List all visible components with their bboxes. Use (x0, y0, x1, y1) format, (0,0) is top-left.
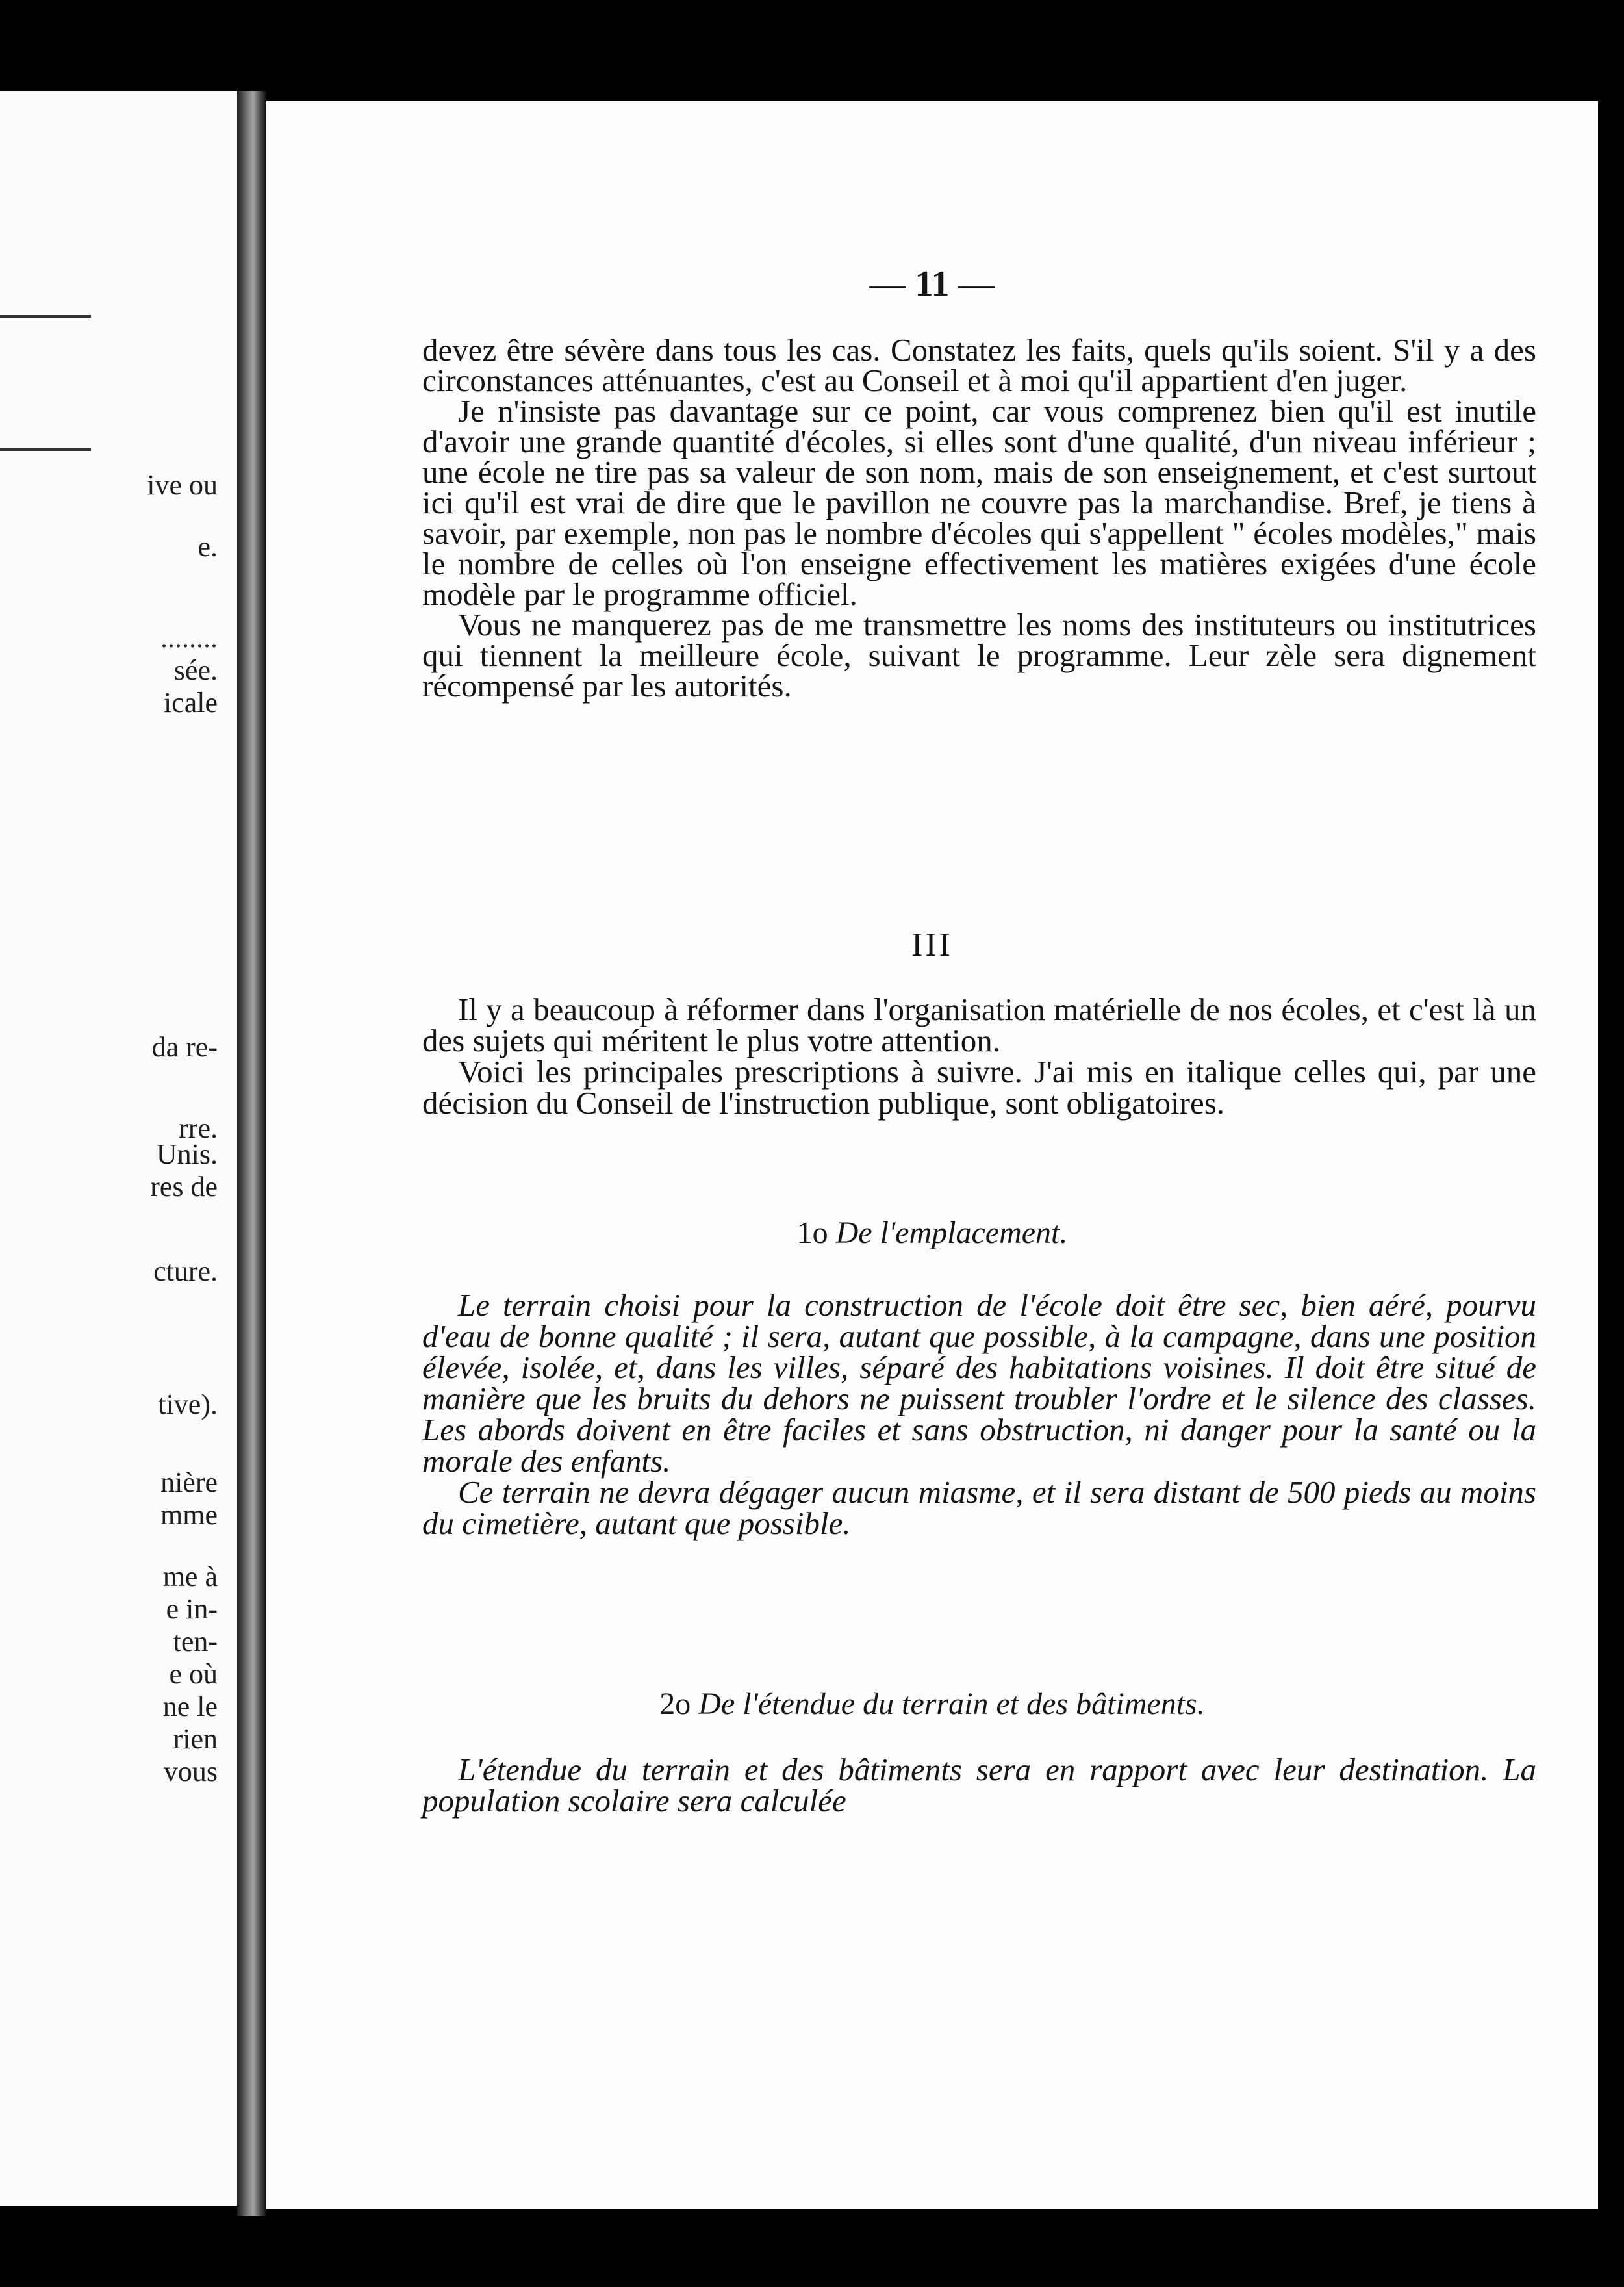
page-number: — 11 — (869, 264, 995, 304)
previous-page-fragment: rien (173, 1723, 218, 1755)
previous-page-fragment: ne le (162, 1691, 218, 1722)
paragraph: Le terrain choisi pour la construction de l'école doit être sec, bien aéré, pourvu d'eau de bonne qualité ; il sera, autant que possible, à la campagne, dans une position élevée, isolée, et, dans les villes, séparé des habitations voisines. Il doit être situé de manière que les bruits du dehors ne puissent troubler l'ordre et le silence des classes. Les abords doivent en être faciles et sans obstruction, ni danger pour la santé ou la morale des enfants. (422, 1287, 1536, 1479)
paragraph: Je n'insiste pas davantage sur ce point, car vous comprenez bien qu'il est inutile d'avoir une grande quantité d'écoles, si elles sont d'une qualité, d'un niveau inférieur ; une école ne tire pas sa valeur de son nom, mais de son enseignement, et c'est surtout ici qu'il est vrai de dire que le pavillon ne couvre pas la marchandise. Bref, je tiens à savoir, par exemple, non pas le nombre d'écoles qui s'appellent " écoles modèles," mais le nombre de celles où l'on enseigne effectivement les matières exigées d'une école modèle par le programme officiel. (422, 393, 1536, 612)
previous-page-fragment: e. (197, 531, 218, 563)
section-heading: III (911, 926, 953, 964)
previous-page-fragment: sée. (173, 654, 218, 686)
previous-page-fragment: da re- (151, 1031, 218, 1063)
subheading-title: De l'étendue du terrain et des bâtiments. (698, 1687, 1205, 1721)
previous-page-fragment: cture. (153, 1255, 218, 1287)
previous-page-fragment: rre. (179, 1112, 218, 1144)
book-spine (237, 91, 266, 2216)
text-block-emplacement (422, 1287, 1536, 1541)
subheading-number: 1o (796, 1216, 828, 1250)
previous-page-fragment: tive). (158, 1388, 218, 1420)
paragraph: Voici les principales prescriptions à suivre. J'ai mis en italique celles qui, par une décision du Conseil de l'instruction publique, sont obligatoires. (422, 1054, 1536, 1121)
subheading-title: De l'emplacement. (835, 1216, 1068, 1250)
text-block-intro (422, 332, 1536, 704)
paragraph: Il y a beaucoup à réformer dans l'organisation matérielle de nos écoles, et c'est là un des sujets qui méritent le plus votre attention. (422, 991, 1536, 1058)
subheading (266, 1215, 1598, 1251)
previous-page-fragment: e in- (166, 1593, 218, 1625)
previous-page-fragment: Unis. (156, 1138, 218, 1170)
previous-page-fragment: mme (160, 1499, 218, 1531)
document-page (266, 101, 1598, 2209)
paragraph: devez être sévère dans tous les cas. Constatez les faits, quels qu'ils soient. S'il y a des circonstances atténuantes, c'est au Conseil et à moi qu'il appartient d'en juger. (422, 332, 1536, 398)
text-block-etendue (422, 1754, 1536, 1817)
previous-page-fragment: icale (163, 687, 218, 719)
previous-page-fragment: ten- (173, 1626, 218, 1657)
previous-page (0, 91, 237, 2206)
previous-page-fragment: me à (162, 1561, 218, 1592)
paragraph: Vous ne manquerez pas de me transmettre les noms des instituteurs ou institutrices qui tiennent la meilleure école, suivant le programme. Leur zèle sera dignement récompensé par les autorités. (422, 607, 1536, 704)
previous-page-fragment: nière (160, 1466, 218, 1498)
subheading (266, 1686, 1598, 1722)
previous-page-rule (0, 448, 91, 451)
paragraph: L'étendue du terrain et des bâtiments sera en rapport avec leur destination. La population scolaire sera calculée (422, 1752, 1536, 1819)
previous-page-fragment: e où (169, 1658, 218, 1690)
previous-page-fragment: ive ou (147, 469, 218, 501)
previous-page-fragment: res de (150, 1171, 218, 1203)
previous-page-fragment: vous (163, 1756, 218, 1787)
paragraph: Ce terrain ne devra dégager aucun miasme, et il sera distant de 500 pieds au moins du cimetière, autant que possible. (422, 1474, 1536, 1541)
text-block-section-3 (422, 991, 1536, 1121)
previous-page-rule (0, 315, 91, 318)
previous-page-fragment: ........ (160, 622, 218, 654)
subheading-number: 2o (659, 1687, 691, 1721)
